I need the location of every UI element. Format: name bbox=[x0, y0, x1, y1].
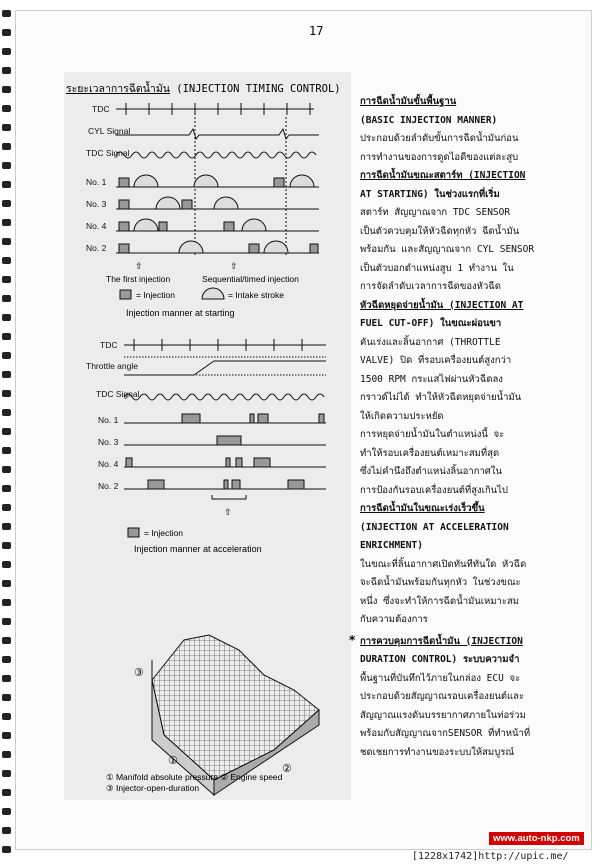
text-line: พร้อมกัน และสัญญาณจาก CYL SENSOR bbox=[360, 244, 535, 255]
timing-diagram-starting bbox=[64, 95, 351, 320]
text-line: ประกอบด้วยลำดับขั้นการฉีดน้ำมันก่อน bbox=[360, 133, 519, 144]
row-label-no2: No. 2 bbox=[98, 481, 119, 491]
marker-3: ③ bbox=[134, 667, 144, 679]
body-text-column bbox=[360, 93, 538, 762]
text-line: ชดเชยการทำงานของระบบให้สมบูรณ์ bbox=[360, 746, 515, 758]
text-line: กับความต้องการ bbox=[360, 614, 428, 625]
spiral-loop bbox=[2, 124, 11, 131]
row-label-no4: No. 4 bbox=[98, 459, 119, 469]
spiral-loop bbox=[2, 466, 11, 473]
text-line: 1500 RPM กระแสไฟผ่านหัวฉีดลง bbox=[360, 373, 503, 385]
text-line: สตาร์ท สัญญาณจาก TDC SENSOR bbox=[360, 207, 511, 218]
arrow-accel: ⇧ bbox=[224, 507, 232, 517]
text-line: การฉีดน้ำมันขณะสตาร์ท (INJECTION bbox=[360, 170, 526, 181]
row-label-no1: No. 1 bbox=[98, 415, 119, 425]
text-line: ประกอบด้วยสัญญาณรอบเครื่องยนต์และ bbox=[360, 691, 525, 702]
spiral-loop bbox=[2, 732, 11, 739]
text-line: เป็นตัวบอกตำแหน่งสูบ 1 ทำงาน ใน bbox=[360, 262, 514, 274]
spiral-loop bbox=[2, 48, 11, 55]
spiral-loop bbox=[2, 162, 11, 169]
text-line: การจัดลำดับเวลาการฉีดของหัวฉีด bbox=[360, 281, 501, 292]
spiral-loop bbox=[2, 675, 11, 682]
map-legend-line1: ① Manifold absolute pressure ② Engine speed bbox=[106, 772, 283, 782]
spiral-loop bbox=[2, 105, 11, 112]
text-line: (INJECTION AT ACCELERATION bbox=[360, 521, 509, 533]
spiral-loop bbox=[2, 618, 11, 625]
text-line: การหยุดจ่ายน้ำมันในตำแหน่งนี้ จะ bbox=[360, 429, 505, 440]
text-line: การป้องกันรอบเครื่องยนต์ที่สูงเกินไป bbox=[360, 484, 508, 496]
text-line: ENRICHMENT) bbox=[360, 540, 423, 551]
legend-injection-swatch bbox=[120, 290, 131, 299]
text-line: (BASIC INJECTION MANNER) bbox=[360, 114, 498, 126]
row-label-throttle: Throttle angle bbox=[86, 361, 138, 371]
legend-intake-swatch bbox=[202, 288, 224, 299]
row-label-no3: No. 3 bbox=[98, 437, 119, 447]
label-first-injection: The first injection bbox=[106, 274, 171, 284]
marker-2: ② bbox=[282, 763, 292, 775]
spiral-loop bbox=[2, 656, 11, 663]
spiral-loop bbox=[2, 846, 11, 853]
spiral-loop bbox=[2, 599, 11, 606]
text-line: การฉีดน้ำมันในขณะเร่งเร็วขึ้น bbox=[360, 503, 485, 514]
arrow-seq: ⇧ bbox=[230, 261, 238, 271]
spiral-loop bbox=[2, 770, 11, 777]
spiral-loop bbox=[2, 580, 11, 587]
spiral-loop bbox=[2, 143, 11, 150]
marker-1: ① bbox=[168, 755, 178, 767]
legend-injection: = Injection bbox=[136, 290, 175, 300]
text-line: พื้นฐานที่บันทึกไว้ภายในกล่อง ECU จะ bbox=[360, 672, 521, 684]
map-legend-line2: ③ Injector-open-duration bbox=[106, 783, 200, 793]
text-line: หัวฉีดหยุดจ่ายน้ำมัน (INJECTION AT bbox=[360, 299, 524, 311]
legend-intake: = Intake stroke bbox=[228, 290, 284, 300]
row-label-no4: No. 4 bbox=[86, 221, 107, 231]
text-line: AT STARTING) ในช่วงแรกที่เริ่ม bbox=[360, 188, 500, 200]
spiral-loop bbox=[2, 390, 11, 397]
spiral-loop bbox=[2, 314, 11, 321]
spiral-loop bbox=[2, 713, 11, 720]
legend-injection-swatch bbox=[128, 528, 139, 537]
text-line: เป็นตัวควบคุมให้หัวฉีดทุกหัว ฉีดน้ำมัน bbox=[360, 225, 520, 237]
text-line: FUEL CUT-OFF) ในขณะผ่อนขา bbox=[360, 318, 502, 329]
spiral-loop bbox=[2, 827, 11, 834]
spiral-loop bbox=[2, 485, 11, 492]
spiral-loop bbox=[2, 238, 11, 245]
text-line: คันเร่งและลิ้นอากาศ (THROTTLE bbox=[360, 336, 501, 348]
spiral-loop bbox=[2, 29, 11, 36]
spiral-loop bbox=[2, 561, 11, 568]
spiral-loop bbox=[2, 751, 11, 758]
spiral-loop bbox=[2, 181, 11, 188]
label-sequential-injection: Sequential/timed injection bbox=[202, 274, 299, 284]
text-line: พร้อมกับสัญญาณจากSENSOR ที่ทำหน้าที่ bbox=[360, 728, 531, 739]
row-label-tdc-signal: TDC Signal bbox=[96, 389, 140, 399]
spiral-loop bbox=[2, 409, 11, 416]
arrow-first: ⇧ bbox=[135, 261, 143, 271]
text-line: จะฉีดน้ำมันพร้อมกันทุกหัว ในช่วงขณะ bbox=[360, 577, 521, 588]
map-legend bbox=[106, 772, 282, 794]
section-heading-thai: ระยะเวลาการฉีดน้ำมัน bbox=[66, 83, 170, 95]
text-line: การควบคุมการฉีดน้ำมัน (INJECTION bbox=[360, 635, 523, 647]
spiral-loop bbox=[2, 694, 11, 701]
star-marker: * bbox=[349, 633, 356, 647]
spiral-loop bbox=[2, 67, 11, 74]
diagram-acceleration-title: Injection manner at acceleration bbox=[134, 544, 262, 554]
section-heading-english: (INJECTION TIMING CONTROL) bbox=[176, 83, 341, 95]
spiral-loop bbox=[2, 257, 11, 264]
spiral-loop bbox=[2, 352, 11, 359]
spiral-loop bbox=[2, 428, 11, 435]
row-label-tdc: TDC bbox=[100, 340, 118, 350]
text-line: ให้เกิดความประหยัด bbox=[360, 410, 444, 422]
spiral-loop bbox=[2, 371, 11, 378]
row-label-no1: No. 1 bbox=[86, 177, 107, 187]
spiral-loop bbox=[2, 219, 11, 226]
text-line: หนึ่ง ซึ่งจะทำให้การฉีดน้ำมันเหมาะสม bbox=[360, 595, 520, 607]
row-label-no3: No. 3 bbox=[86, 199, 107, 209]
row-label-tdc-signal: TDC Signal bbox=[86, 148, 130, 158]
spiral-loop bbox=[2, 200, 11, 207]
text-line: ทำให้รอบเครื่องยนต์เหมาะสมที่สุด bbox=[360, 447, 500, 459]
row-label-tdc: TDC bbox=[92, 104, 110, 114]
text-line: สัญญาณแรงดันบรรยากาศภายในท่อร่วม bbox=[360, 709, 526, 721]
spiral-loop bbox=[2, 637, 11, 644]
spiral-loop bbox=[2, 295, 11, 302]
text-line: การทำงานของการดูดไอดีของแต่ละสูบ bbox=[360, 151, 519, 163]
text-line: ในขณะที่ลิ้นอากาศเปิดทันทีทันใด หัวฉีด bbox=[360, 558, 527, 570]
spiral-loop bbox=[2, 10, 11, 17]
spiral-loop bbox=[2, 789, 11, 796]
spiral-loop bbox=[2, 523, 11, 530]
page-number: 17 bbox=[309, 24, 324, 38]
spiral-loop bbox=[2, 542, 11, 549]
spiral-loop bbox=[2, 86, 11, 93]
spiral-loop bbox=[2, 504, 11, 511]
spiral-loop bbox=[2, 276, 11, 283]
text-line: กราวด์ไม่ได้ ทำให้หัวฉีดหยุดจ่ายน้ำมัน bbox=[360, 392, 522, 403]
text-line: DURATION CONTROL) ระบบความจำ bbox=[360, 654, 520, 665]
text-line: การฉีดน้ำมันขั้นพื้นฐาน bbox=[360, 96, 457, 107]
spiral-binding bbox=[0, 0, 16, 867]
diagram-starting-title: Injection manner at starting bbox=[126, 308, 235, 318]
legend-injection: = Injection bbox=[144, 528, 183, 538]
text-line: ซึ่งไม่คำนึงถึงตำแหน่งลิ้นอากาศใน bbox=[360, 466, 502, 477]
watermark-site: www.auto-nkp.com bbox=[489, 832, 584, 845]
timing-diagram-acceleration bbox=[64, 335, 351, 560]
spiral-loop bbox=[2, 447, 11, 454]
row-label-no2: No. 2 bbox=[86, 243, 107, 253]
text-line: VALVE) ปิด ที่รอบเครื่องยนต์สูงกว่า bbox=[360, 355, 512, 366]
spiral-loop bbox=[2, 333, 11, 340]
spiral-loop bbox=[2, 808, 11, 815]
image-caption: [1228x1742]http://upic.me/ bbox=[412, 851, 569, 862]
row-label-cyl: CYL Signal bbox=[88, 126, 131, 136]
